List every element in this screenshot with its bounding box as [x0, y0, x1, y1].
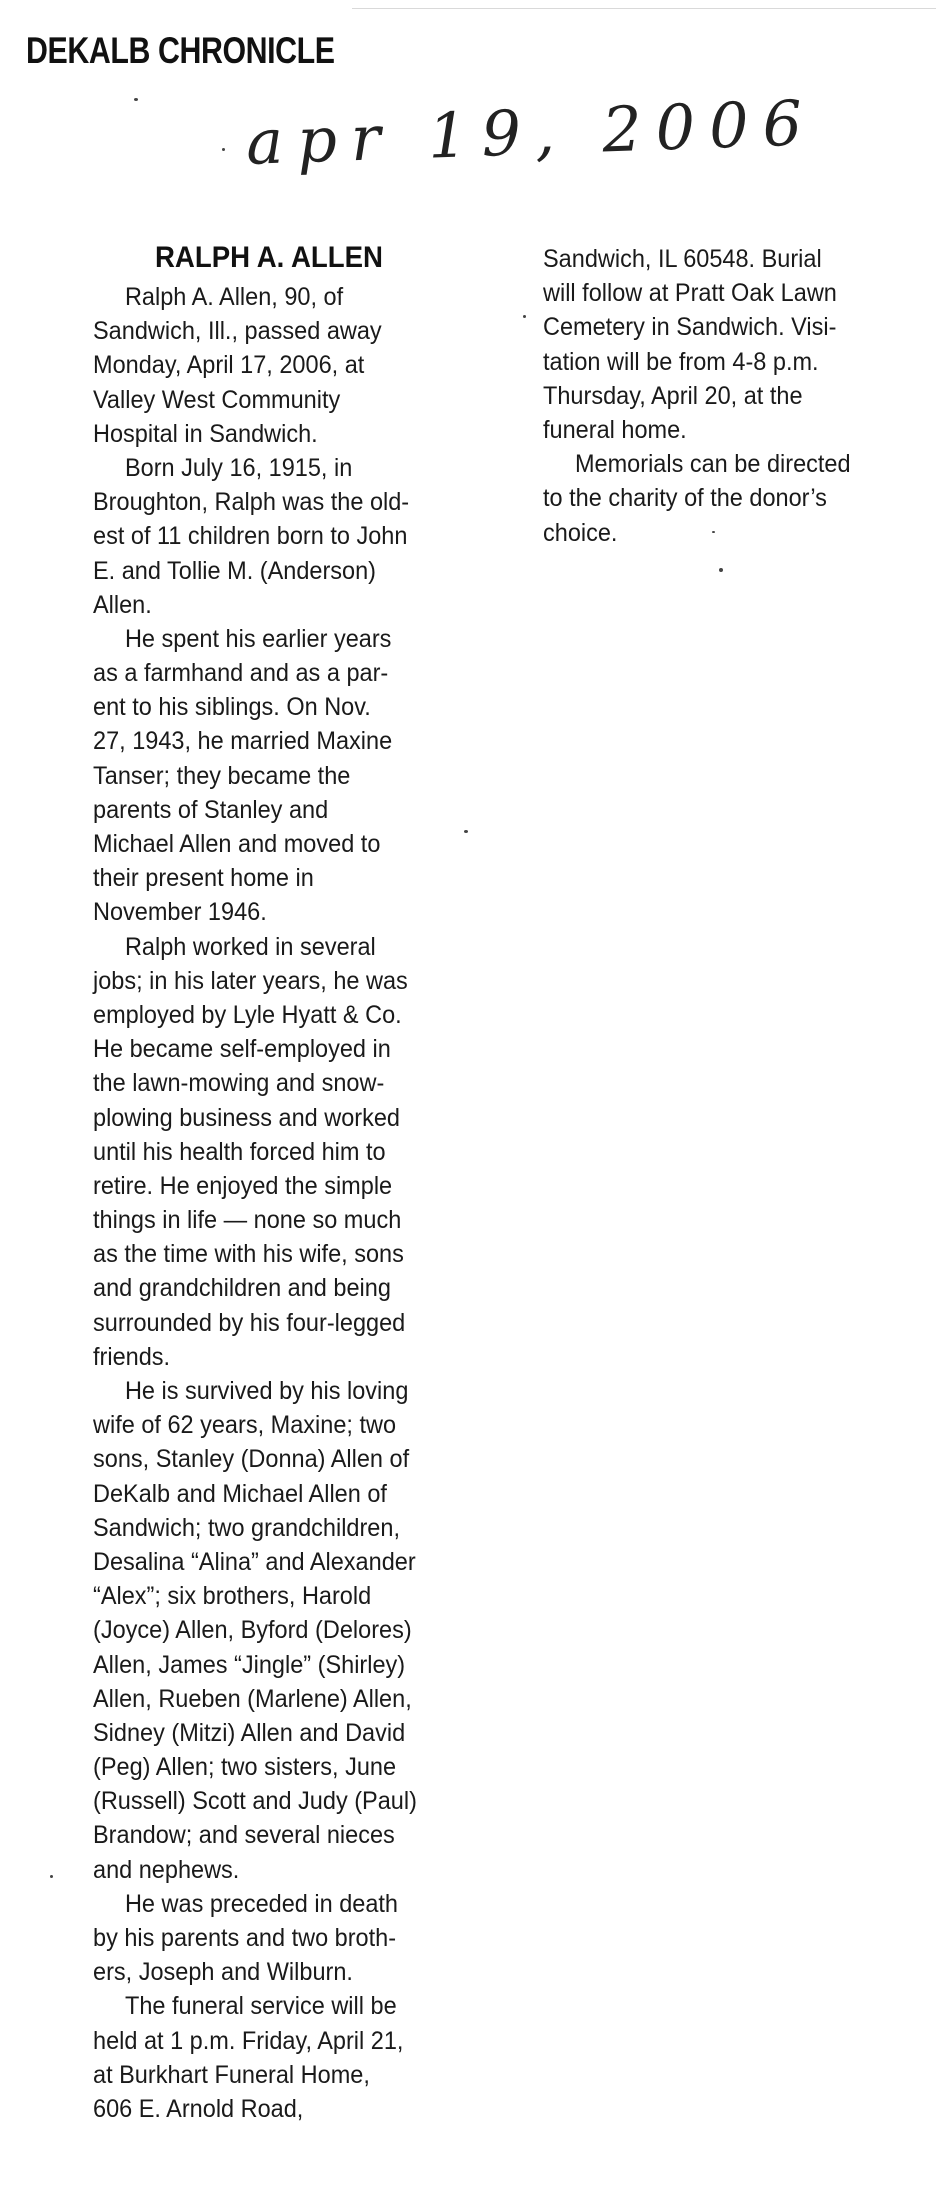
text-line: Ralph A. Allen, 90, of [124, 283, 344, 311]
text-line: ent to his siblings. On Nov. [93, 693, 371, 722]
scan-speck [222, 148, 225, 151]
text-line: retire. He enjoyed the simple [93, 1171, 393, 1200]
text-line: (Peg) Allen; two sisters, June [93, 1753, 397, 1782]
obituary-column-right [543, 242, 923, 550]
scan-speck [464, 830, 468, 833]
text-line: 606 E. Arnold Road, [93, 2094, 304, 2123]
text-line: Sidney (Mitzi) Allen and David [93, 1718, 406, 1747]
text-line: employed by Lyle Hyatt & Co. [93, 1000, 402, 1029]
text-line: Allen, Rueben (Marlene) Allen, [93, 1684, 412, 1713]
text-line: the lawn-mowing and snow- [93, 1069, 385, 1098]
text-line: He became self-employed in [93, 1035, 391, 1064]
text-line: as a farmhand and as a par- [93, 659, 389, 688]
text-line: He is survived by his loving [124, 1377, 409, 1405]
text-line: Broughton, Ralph was the old- [93, 488, 410, 517]
text-line: things in life — none so much [93, 1206, 402, 1235]
text-line: He was preceded in death [124, 1889, 399, 1918]
text-line: at Burkhart Funeral Home, [93, 2060, 370, 2089]
text-line: Sandwich, Ill., passed away [93, 317, 382, 346]
text-line: as the time with his wife, sons [93, 1240, 404, 1269]
text-line: Thursday, April 20, at the [543, 381, 803, 410]
text-line: funeral home. [543, 415, 687, 444]
text-line: by his parents and two broth- [93, 1924, 397, 1952]
text-line: and grandchildren and being [93, 1274, 391, 1303]
scan-speck [50, 1875, 53, 1878]
text-line: Sandwich, IL 60548. Burial [543, 245, 822, 273]
text-line: Hospital in Sandwich. [93, 419, 318, 448]
text-line: (Joyce) Allen, Byford (Delores) [93, 1616, 412, 1645]
text-line: Sandwich; two grandchildren, [93, 1513, 400, 1542]
scan-speck [719, 568, 723, 572]
text-line: November 1946. [93, 898, 267, 927]
text-line: Desalina “Alina” and Alexander [93, 1547, 416, 1576]
text-line: choice. [543, 518, 618, 547]
text-line: Brandow; and several nieces [93, 1821, 395, 1850]
text-line: until his health forced him to [93, 1137, 386, 1166]
handwritten-date-note: apr 19, 2006 [244, 86, 818, 179]
text-line: jobs; in his later years, he was [93, 966, 408, 995]
text-line: tation will be from 4-8 p.m. [543, 347, 819, 376]
text-line: DeKalb and Michael Allen of [93, 1479, 387, 1508]
text-line: E. and Tollie M. (Anderson) [93, 556, 377, 585]
scan-speck [134, 98, 138, 101]
text-line: Cemetery in Sandwich. Visi- [543, 313, 837, 342]
text-line: “Alex”; six brothers, Harold [93, 1582, 372, 1611]
text-line: Memorials can be directed [574, 450, 851, 479]
text-line: est of 11 children born to John [93, 522, 408, 551]
scan-speck [523, 315, 526, 318]
text-line: Valley West Community [93, 385, 341, 414]
text-line: Allen. [93, 590, 152, 619]
newspaper-masthead: DEKALB CHRONICLE [26, 30, 335, 71]
text-line: and nephews. [93, 1855, 240, 1884]
text-line: Born July 16, 1915, in [124, 453, 353, 482]
text-line: (Russell) Scott and Judy (Paul) [93, 1787, 417, 1816]
text-line: ers, Joseph and Wilburn. [93, 1958, 353, 1987]
text-line: sons, Stanley (Donna) Allen of [93, 1445, 410, 1474]
text-line: surrounded by his four-legged [93, 1308, 406, 1337]
text-line: 27, 1943, he married Maxine [93, 727, 393, 756]
scan-speck [712, 531, 715, 533]
text-line: to the charity of the donor’s [543, 484, 827, 513]
text-line: wife of 62 years, Maxine; two [93, 1411, 397, 1440]
text-line: parents of Stanley and [93, 795, 329, 824]
text-line: Monday, April 17, 2006, at [93, 351, 365, 380]
obituary-column-left [93, 280, 493, 2126]
text-line: Allen, James “Jingle” (Shirley) [93, 1650, 406, 1679]
text-line: Tanser; they became the [93, 761, 351, 790]
text-line: held at 1 p.m. Friday, April 21, [93, 2026, 404, 2055]
text-line: He spent his earlier years [124, 624, 392, 653]
text-line: Michael Allen and moved to [93, 830, 381, 858]
obituary-headline: RALPH A. ALLEN [155, 241, 383, 274]
text-line: will follow at Pratt Oak Lawn [543, 279, 837, 308]
text-line: The funeral service will be [124, 1992, 397, 2021]
clipping-top-edge [352, 8, 936, 9]
text-line: Ralph worked in several [124, 932, 376, 961]
text-line: plowing business and worked [93, 1103, 400, 1132]
text-line: their present home in [93, 864, 314, 893]
text-line: friends. [93, 1342, 171, 1371]
